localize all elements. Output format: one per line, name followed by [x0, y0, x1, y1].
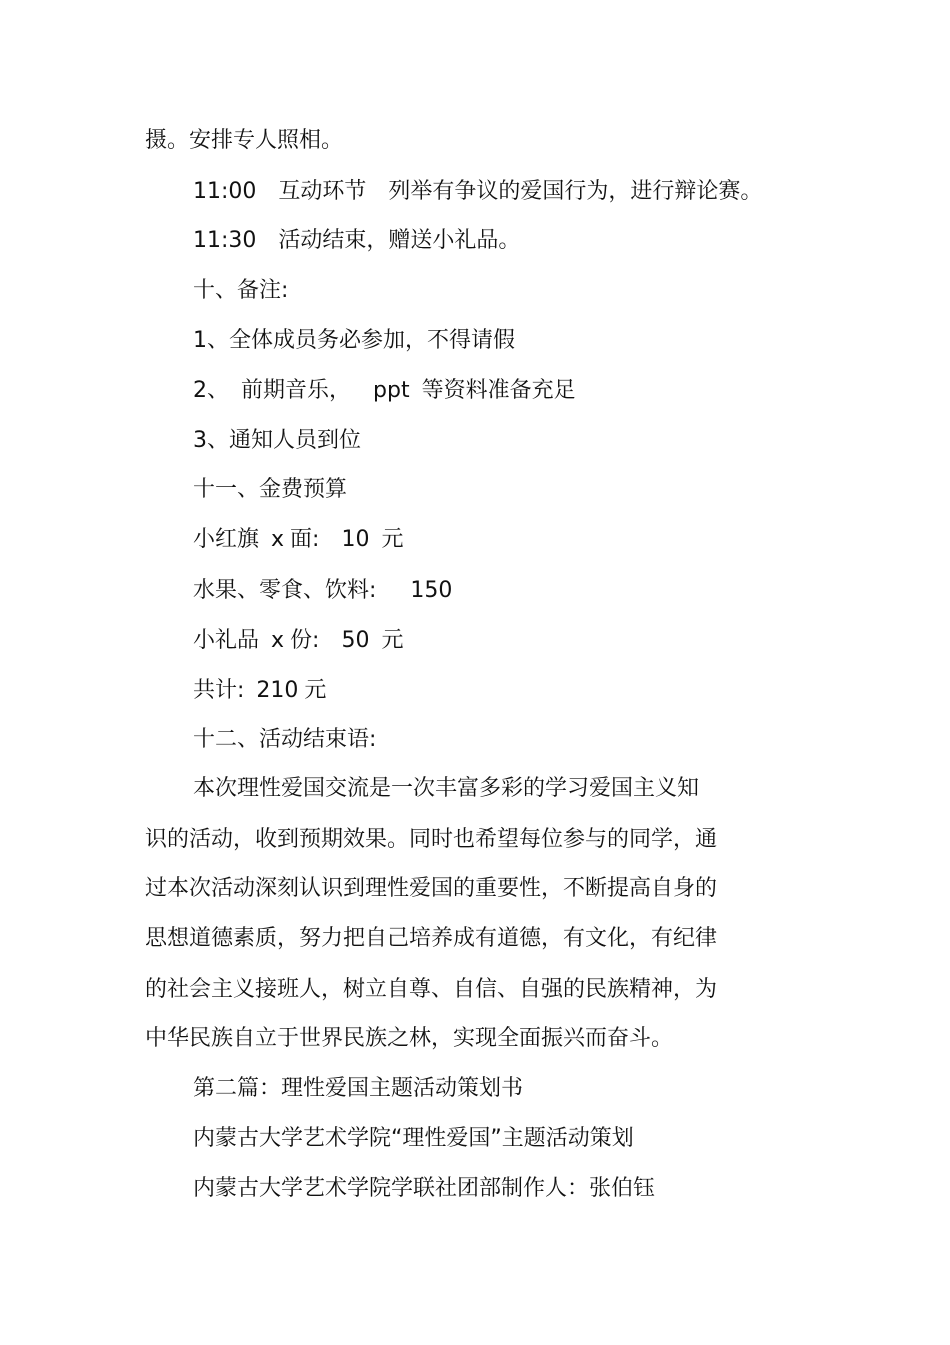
- budget-amount: 210: [256, 678, 299, 703]
- budget-amount: 10: [341, 527, 370, 552]
- note-text: 等资料准备充足: [421, 378, 576, 403]
- budget-unit: 元: [381, 527, 404, 552]
- schedule-item-name: 互动环节: [278, 179, 367, 204]
- budget-unit: 元: [304, 678, 327, 703]
- budget-item: x: [271, 628, 285, 653]
- section-heading: 十、备注:: [193, 278, 289, 303]
- budget-item: 水果、零食、饮料:: [193, 578, 377, 603]
- paragraph-line: 中华民族自立于世界民族之林，实现全面振兴而奋斗。: [145, 1026, 674, 1051]
- note-item: 1、全体成员务必参加，不得请假: [193, 328, 515, 353]
- schedule-line: [193, 226, 520, 256]
- author-line: 内蒙古大学艺术学院学联社团部制作人：张伯钰: [193, 1176, 656, 1201]
- budget-amount: 50: [341, 628, 370, 653]
- paragraph-line: 识的活动，收到预期效果。同时也希望每位参与的同学，通: [145, 827, 718, 852]
- plan-title: 内蒙古大学艺术学院“理性爱国”主题活动策划: [193, 1126, 634, 1151]
- budget-line: [193, 626, 403, 656]
- budget-amount: 150: [410, 578, 453, 603]
- budget-item: 共计:: [193, 678, 245, 703]
- schedule-time: 11:30: [193, 228, 257, 253]
- note-item: 3、通知人员到位: [193, 428, 361, 453]
- budget-item: 面:: [290, 527, 320, 552]
- schedule-item-desc: 活动结束，赠送小礼品。: [278, 228, 521, 253]
- paragraph-line: 过本次活动深刻认识到理性爱国的重要性，不断提高自身的: [145, 876, 718, 901]
- budget-total: [193, 676, 326, 706]
- schedule-item-desc: 列举有争议的爱国行为，进行辩论赛。: [388, 179, 763, 204]
- budget-item: 小礼品: [193, 628, 260, 653]
- note-text: 前期音乐，: [241, 378, 352, 403]
- note-item: [193, 376, 576, 406]
- text-line: 摄。安排专人照相。: [145, 128, 344, 153]
- section-heading: 十二、活动结束语:: [193, 727, 377, 752]
- budget-unit: 元: [381, 628, 404, 653]
- paragraph-line: 本次理性爱国交流是一次丰富多彩的学习爱国主义知: [193, 776, 700, 801]
- budget-item: 份:: [290, 628, 320, 653]
- budget-line: [193, 525, 403, 555]
- chapter-title: 第二篇：理性爱国主题活动策划书: [193, 1076, 524, 1101]
- note-number: 2、: [193, 378, 229, 403]
- paragraph-line: 思想道德素质，努力把自己培养成有道德，有文化，有纪律: [145, 926, 718, 951]
- paragraph-line: 的社会主义接班人，树立自尊、自信、自强的民族精神，为: [145, 977, 718, 1002]
- budget-item: x: [271, 527, 285, 552]
- schedule-time: 11:00: [193, 179, 257, 204]
- note-text: ppt: [373, 378, 410, 403]
- budget-item: 小红旗: [193, 527, 260, 552]
- section-heading: 十一、金费预算: [193, 477, 348, 502]
- budget-line: [193, 576, 452, 606]
- schedule-line: [193, 177, 762, 207]
